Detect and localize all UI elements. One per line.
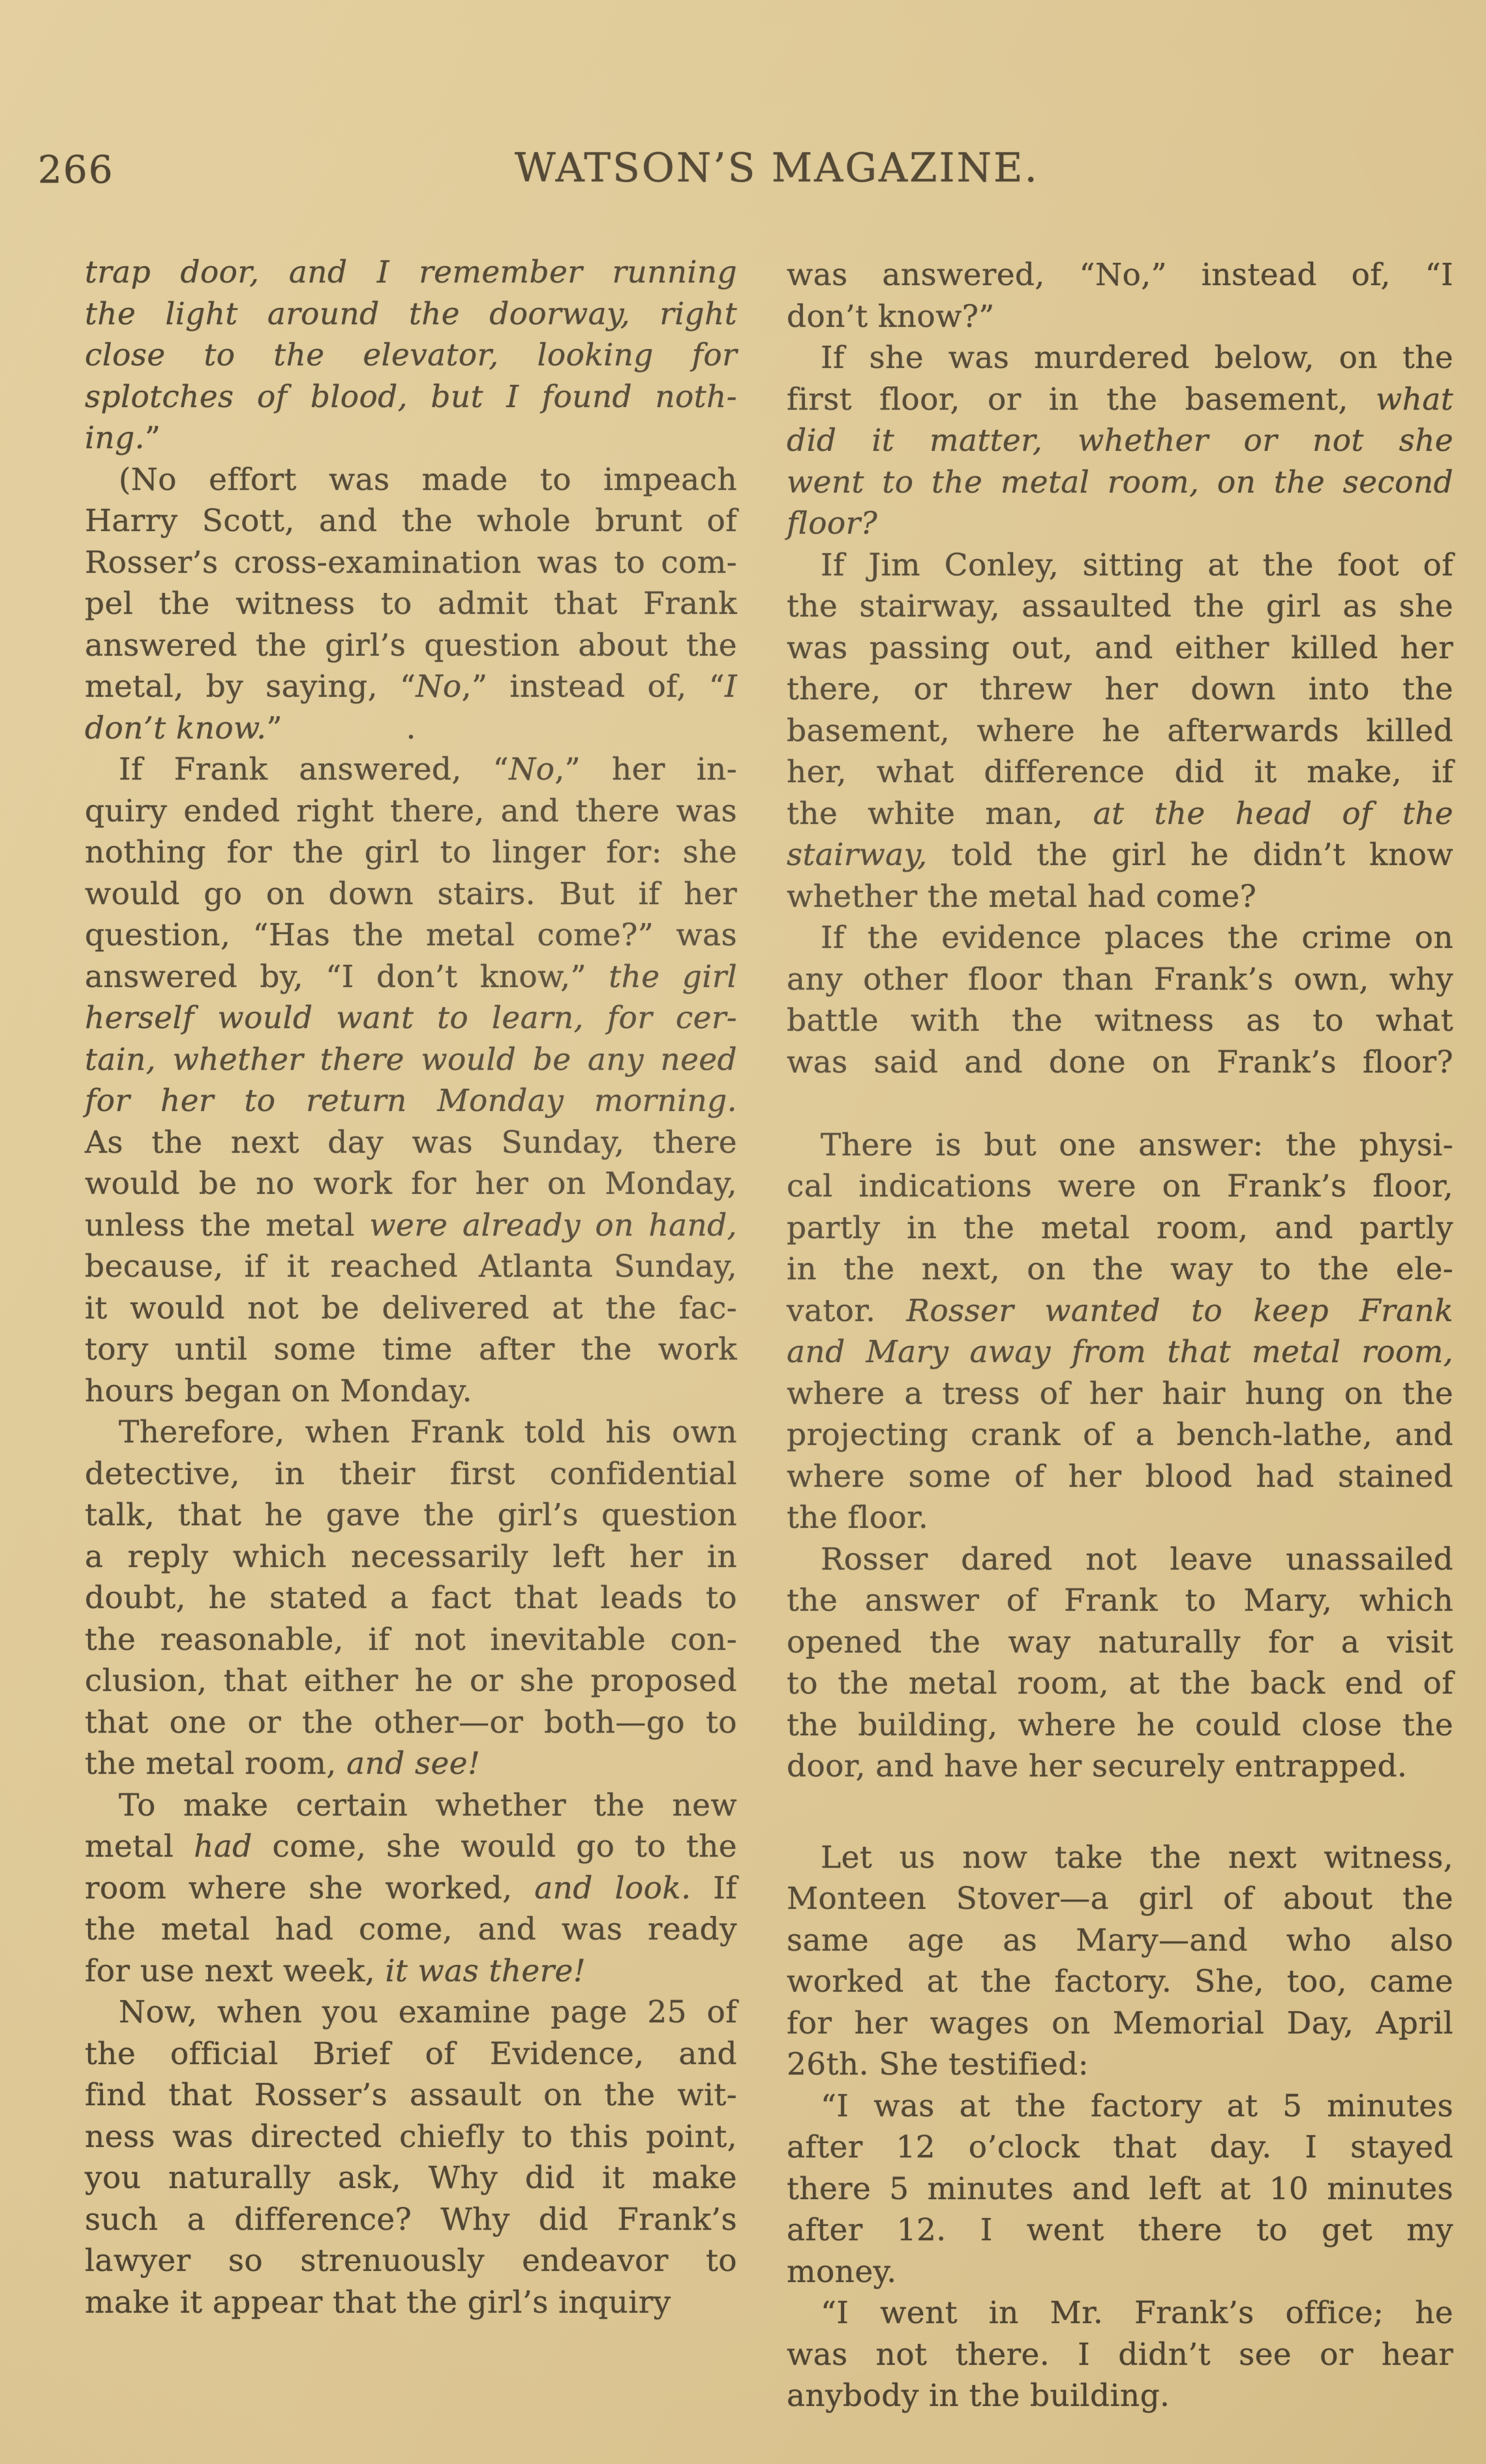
text-line: there, or threw her down into the bbox=[787, 671, 1453, 707]
text-line: anybody in the building. bbox=[787, 2378, 1170, 2414]
text-line: the floor. bbox=[787, 1500, 929, 1536]
text-line: stairway, told the girl he didn’t know bbox=[787, 837, 1453, 873]
text-line: the metal had come, and was ready bbox=[85, 1911, 737, 1947]
text-line: question, “Has the metal come?” was bbox=[85, 917, 737, 953]
text-line: same age as Mary—and who also bbox=[787, 1922, 1453, 1958]
text-line: ness was directed chiefly to this point, bbox=[85, 2118, 737, 2155]
paragraph bbox=[85, 749, 737, 1412]
text-line: partly in the metal room, and partly bbox=[787, 1209, 1453, 1246]
text-line: Now, when you examine page 25 of bbox=[119, 1994, 737, 2030]
text-line: door, and have her securely entrapped. bbox=[787, 1748, 1408, 1784]
text-line: and Mary away from that metal room, bbox=[787, 1334, 1453, 1370]
text-line: quiry ended right there, and there was bbox=[85, 793, 737, 829]
paragraph bbox=[787, 917, 1453, 1125]
text-line: there 5 minutes and left at 10 minutes bbox=[787, 2170, 1453, 2207]
text-line: To make certain whether the new bbox=[119, 1787, 737, 1823]
text-line: “I was at the factory at 5 minutes bbox=[821, 2088, 1453, 2124]
text-line: cal indications were on Frank’s floor, bbox=[787, 1168, 1453, 1204]
text-line: If she was murdered below, on the bbox=[821, 340, 1453, 376]
text-line: projecting crank of a bench-lathe, and bbox=[787, 1417, 1453, 1453]
text-line: If the evidence places the crime on bbox=[821, 920, 1453, 956]
text-line: the white man, at the head of the bbox=[787, 795, 1453, 832]
paragraph bbox=[787, 337, 1453, 545]
text-line: room where she worked, and look. If bbox=[85, 1870, 738, 1906]
text-line: doubt, he stated a fact that leads to bbox=[85, 1580, 737, 1616]
text-line: answered the girl’s question about the bbox=[85, 627, 737, 663]
text-line: that one or the other—or both—go to bbox=[85, 1704, 737, 1741]
text-line: where some of her blood had stained bbox=[787, 1458, 1453, 1495]
text-line: did it matter, whether or not she bbox=[787, 423, 1453, 459]
text-line: the reasonable, if not inevitable con- bbox=[85, 1621, 737, 1658]
text-line: would be no work for her on Monday, bbox=[85, 1166, 737, 1202]
text-line: it would not be delivered at the fac- bbox=[85, 1290, 737, 1326]
text-line: Let us now take the next witness, bbox=[821, 1839, 1453, 1876]
text-line: was said and done on Frank’s floor? bbox=[787, 1044, 1453, 1080]
text-line: such a difference? Why did Frank’s bbox=[85, 2201, 737, 2238]
text-line: splotches of blood, but I found noth- bbox=[85, 378, 737, 415]
text-line: don’t know.” . bbox=[85, 710, 416, 746]
paragraph bbox=[85, 1412, 737, 1785]
paragraph bbox=[787, 2292, 1453, 2417]
text-line: first floor, or in the basement, what bbox=[787, 381, 1453, 418]
text-line: floor? bbox=[787, 506, 878, 541]
text-line: As the next day was Sunday, there bbox=[85, 1124, 737, 1161]
text-line: clusion, that either he or she proposed bbox=[85, 1663, 737, 1699]
text-line bbox=[787, 1083, 1453, 1125]
text-line: opened the way naturally for a visit bbox=[787, 1624, 1453, 1660]
text-line: Rosser’s cross-examination was to com- bbox=[85, 544, 737, 581]
text-line: money. bbox=[787, 2253, 897, 2290]
text-line: battle with the witness as to what bbox=[787, 1003, 1453, 1039]
text-line: herself would want to learn, for cer- bbox=[85, 1000, 737, 1036]
text-line: the building, where he could close the bbox=[787, 1707, 1453, 1743]
text-line: If Frank answered, “No,” her in- bbox=[119, 752, 737, 787]
text-line: the answer of Frank to Mary, which bbox=[787, 1583, 1453, 1619]
text-line: for use next week, it was there! bbox=[85, 1953, 586, 1989]
text-line: tory until some time after the work bbox=[85, 1331, 737, 1367]
text-line: answered by, “I don’t know,” the girl bbox=[85, 958, 738, 995]
text-line: make it appear that the girl’s inquiry bbox=[85, 2284, 671, 2320]
text-line: “I went in Mr. Frank’s office; he bbox=[821, 2295, 1453, 2331]
text-line: metal had come, she would go to the bbox=[85, 1829, 737, 1864]
text-line: Rosser dared not leave unassailed bbox=[821, 1541, 1453, 1577]
paragraph bbox=[787, 1125, 1453, 1539]
paragraph bbox=[787, 1837, 1453, 2086]
text-line: Harry Scott, and the whole brunt of bbox=[85, 503, 737, 539]
text-line: after 12. I went there to get my bbox=[787, 2212, 1453, 2248]
text-line: nothing for the girl to linger for: she bbox=[85, 834, 737, 870]
text-line: a reply which necessarily left her in bbox=[85, 1538, 737, 1575]
text-line: the light around the doorway, right bbox=[85, 296, 737, 332]
text-line: any other floor than Frank’s own, why bbox=[787, 961, 1453, 997]
text-line: tain, whether there would be any need bbox=[85, 1041, 737, 1078]
text-line: her, what difference did it make, if bbox=[787, 754, 1453, 790]
text-line: because, if it reached Atlanta Sunday, bbox=[85, 1249, 737, 1285]
page-number: 266 bbox=[38, 147, 114, 192]
text-line: close to the elevator, looking for bbox=[85, 337, 737, 373]
text-line: pel the witness to admit that Frank bbox=[85, 586, 737, 622]
text-line: ing.” bbox=[85, 420, 161, 456]
text-line: to the metal room, at the back end of bbox=[787, 1665, 1453, 1701]
text-line: There is but one answer: the physi- bbox=[821, 1127, 1453, 1163]
left-column bbox=[85, 252, 737, 2323]
text-line: the stairway, assaulted the girl as she bbox=[787, 588, 1453, 624]
text-line: the official Brief of Evidence, and bbox=[85, 2035, 737, 2072]
text-line: 26th. She testified: bbox=[787, 2046, 1089, 2082]
text-line: for her to return Monday morning. bbox=[85, 1083, 737, 1119]
text-line: where a tress of her hair hung on the bbox=[787, 1375, 1453, 1412]
text-line: basement, where he afterwards killed bbox=[787, 712, 1453, 749]
text-line: Monteen Stover—a girl of about the bbox=[787, 1881, 1453, 1917]
text-line: lawyer so strenuously endeavor to bbox=[85, 2243, 737, 2279]
text-line: trap door, and I remember running bbox=[85, 254, 737, 290]
text-line: was answered, “No,” instead of, “I bbox=[787, 257, 1453, 293]
paragraph bbox=[85, 1992, 737, 2323]
text-line: don’t know?” bbox=[787, 298, 995, 335]
text-line: you naturally ask, Why did it make bbox=[85, 2160, 737, 2196]
paragraph bbox=[85, 459, 737, 750]
text-line: If Jim Conley, sitting at the foot of bbox=[821, 547, 1453, 583]
paragraph bbox=[787, 2086, 1453, 2293]
text-line: was not there. I didn’t see or hear bbox=[787, 2336, 1453, 2373]
text-line: vator. Rosser wanted to keep Frank bbox=[787, 1292, 1453, 1329]
text-line: went to the metal room, on the second bbox=[787, 464, 1453, 500]
text-line: Therefore, when Frank told his own bbox=[119, 1414, 737, 1450]
text-line: would go on down stairs. But if her bbox=[85, 875, 737, 912]
text-line: was passing out, and either killed her bbox=[787, 630, 1453, 666]
paragraph bbox=[787, 1539, 1453, 1787]
text-line: (No effort was made to impeach bbox=[119, 461, 737, 498]
text-line: detective, in their first confidential bbox=[85, 1455, 737, 1492]
text-line: in the next, on the way to the ele- bbox=[787, 1251, 1453, 1287]
paragraph bbox=[787, 254, 1453, 337]
text-line: metal, by saying, “No,” instead of, “I bbox=[85, 669, 738, 705]
paragraph bbox=[787, 545, 1453, 918]
text-line: whether the metal had come? bbox=[787, 878, 1257, 915]
text-line: after 12 o’clock that day. I stayed bbox=[787, 2129, 1453, 2165]
text-line: worked at the factory. She, too, came bbox=[787, 1964, 1453, 2000]
text-line: find that Rosser’s assault on the wit- bbox=[85, 2077, 737, 2113]
text-line: the metal room, and see! bbox=[85, 1746, 481, 1782]
paragraph bbox=[85, 1785, 737, 1992]
text-line: for her wages on Memorial Day, April bbox=[787, 2005, 1453, 2041]
page-header bbox=[0, 0, 1486, 222]
text-line: unless the metal were already on hand, bbox=[85, 1207, 737, 1243]
right-column bbox=[787, 254, 1453, 2417]
text-line: hours began on Monday. bbox=[85, 1373, 472, 1409]
magazine-title: WATSON’S MAGAZINE. bbox=[515, 145, 1039, 191]
text-line: talk, that he gave the girl’s question bbox=[85, 1497, 737, 1533]
paragraph bbox=[85, 252, 737, 459]
